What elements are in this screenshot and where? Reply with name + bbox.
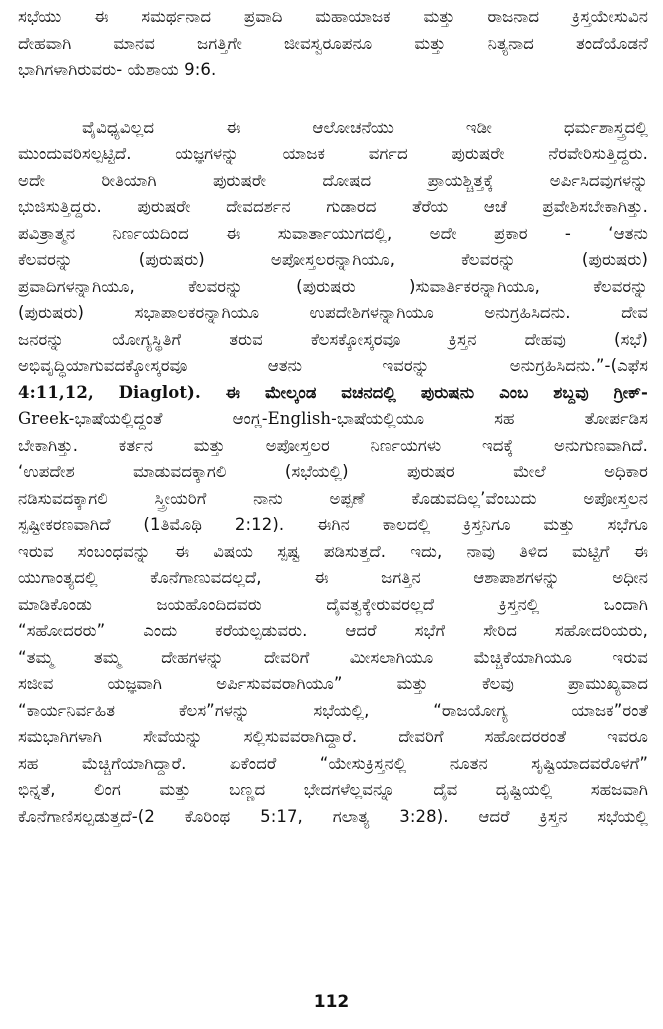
text-line: ಸಜೀವ ಯಜ್ಞವಾಗಿ ಅರ್ಪಿಸುವವರಾಗಿಯೂ” ಮತ್ತು ಕೆಲವು ಪ್ರಾಮುಖ್ಯವಾದ bbox=[18, 674, 648, 693]
text-line: ಅದೇ ರೀತಿಯಾಗಿ ಪುರುಷರೇ ದೋಷದ ಪ್ರಾಯಶ್ಚಿತ್ತಕ್ಕೆ ಅರ್ಪಿಸಿದವುಗಳನ್ನು bbox=[18, 170, 648, 190]
text-line: ಪ್ರವಾದಿಗಳನ್ನಾಗಿಯೂ, ಕೆಲವರನ್ನು (ಪುರುಷರು )ಸುವಾರ್ತಿಕರನ್ನಾಗಿಯೂ, ಕೆಲವರನ್ನು bbox=[18, 276, 648, 296]
text-line: ಭುಜಿಸುತ್ತಿದ್ದರು. ಪುರುಷರೇ ದೇವದರ್ಶನ ಗುಡಾರದ ತೆರೆಯ ಆಚೆ ಪ್ರವೇಶಿಸಬೇಕಾಗಿತ್ತು. bbox=[18, 197, 648, 216]
text-line: ಸ್ಪಷ್ಟೀಕರಣವಾಗಿದೆ (1ತಿಮೊಥಿ 2:12). ಈಗಿನ ಕಾಲದಲ್ಲಿ ಕ್ರಿಸ್ತನಿಗೂ ಮತ್ತು ಸಭೆಗೂ bbox=[18, 515, 648, 534]
text-line: 4:11,12, Diaglot). ಈ ಮೇಲ್ಕಂಡ ವಚನದಲ್ಲಿ ಪುರುಷನು ಎಂಬ ಶಬ್ದವು ಗ್ರೀಕ್- bbox=[18, 382, 648, 402]
document-page bbox=[18, 4, 648, 830]
text-line: ಕೆಲವರನ್ನು (ಪುರುಷರು) ಅಪೋಸ್ತಲರನ್ನಾಗಿಯೂ, ಕೆಲವರನ್ನು (ಪುರುಷರು) bbox=[18, 250, 648, 269]
text-line: “ಕಾರ್ಯನಿರ್ವಹಿತ ಕೆಲಸ”ಗಳನ್ನು ಸಭೆಯಲ್ಲಿ, “ರಾಜಯೋಗ್ಯ ಯಾಜಕ”ರಂತೆ bbox=[18, 700, 648, 720]
text-line: ಇರುವ ಸಂಬಂಧವನ್ನು ಈ ವಿಷಯ ಸ್ಪಷ್ಟ ಪಡಿಸುತ್ತದೆ. ಇದು, ನಾವು ತಿಳಿದ ಮಟ್ಟಿಗೆ ಈ bbox=[18, 541, 648, 561]
text-line: “ಸಹೋದರರು” ಎಂದು ಕರೆಯಲ್ಪಡುವರು. ಆದರೆ ಸಭೆಗೆ ಸೇರಿದ ಸಹೋದರಿಯರು, bbox=[18, 621, 648, 640]
text-line: ‘ಉಪದೇಶ ಮಾಡುವದಕ್ಕಾಗಲಿ (ಸಭೆಯಲ್ಲಿ) ಪುರುಷರ ಮೇಲೆ ಅಧಿಕಾರ bbox=[18, 462, 648, 481]
text-line: ಮಾಡಿಕೊಂಡು ಜಯಹೊಂದಿದವರು ದೈವತ್ವಕ್ಕೇರುವರಲ್ಲದೆ ಕ್ರಿಸ್ತನಲ್ಲಿ ಒಂದಾಗಿ bbox=[18, 594, 648, 614]
text-line: ಪವಿತ್ರಾತ್ಮನ ನಿರ್ಣಯದಿಂದ ಈ ಸುವಾರ್ತಾಯುಗದಲ್ಲಿ, ಅದೇ ಪ್ರಕಾರ - ‘ಆತನು bbox=[18, 223, 648, 243]
text-line: “ತಮ್ಮ ತಮ್ಮ ದೇಹಗಳನ್ನು ದೇವರಿಗೆ ಮೀಸಲಾಗಿಯೂ ಮೆಚ್ಚಿಕೆಯಾಗಿಯೂ ಇರುವ bbox=[18, 647, 648, 667]
text-line: ಮುಂದುವರಿಸಲ್ಪಟ್ಟಿದೆ. ಯಜ್ಞಗಳನ್ನು ಯಾಜಕ ವರ್ಗದ ಪುರುಷರೇ ನೆರವೇರಿಸುತ್ತಿದ್ದರು. bbox=[18, 144, 648, 163]
paragraph-1 bbox=[18, 4, 648, 84]
text-line: ಬೇಕಾಗಿತ್ತು. ಕರ್ತನ ಮತ್ತು ಅಪೋಸ್ತಲರ ನಿರ್ಣಯಗಳು ಇದಕ್ಕೆ ಅನುಗುಣವಾಗಿದೆ. bbox=[18, 435, 648, 455]
text-line: ಸಹ ಮೆಚ್ಚಿಗೆಯಾಗಿದ್ದಾರೆ. ಏಕೆಂದರೆ “ಯೇಸುಕ್ರಿಸ್ತನಲ್ಲಿ ನೂತನ ಸೃಷ್ಟಿಯಾದವರೊಳಗೆ” bbox=[18, 753, 648, 773]
paragraph-gap bbox=[18, 84, 648, 115]
paragraph-2 bbox=[18, 115, 648, 831]
text-line: ಯುಗಾಂತ್ಯದಲ್ಲಿ ಕೊನೆಗಾಣುವದಲ್ಲದೆ, ಈ ಜಗತ್ತಿನ ಆಶಾಪಾಶಗಳನ್ನು ಅಧೀನ bbox=[18, 568, 648, 587]
text-line: ಭಾಗಿಗಳಾಗಿರುವರು- ಯೆಶಾಯ 9:6. bbox=[18, 60, 217, 79]
text-line: ಅಭಿವೃದ್ಧಿಯಾಗುವದಕ್ಕೋಸ್ಕರವೂ ಆತನು ಇವರನ್ನು ಅನುಗ್ರಹಿಸಿದನು.”-(ಎಫೆಸ bbox=[18, 356, 648, 375]
text-line: ಕೊನೆಗಾಣಿಸಲ್ಪಡುತ್ತದೆ-(2 ಕೊರಿಂಥ 5:17, ಗಲಾತ್ಯ 3:28). ಆದರೆ ಕ್ರಿಸ್ತನ ಸಭೆಯಲ್ಲಿ bbox=[18, 806, 648, 826]
text-line: ವೈವಿಧ್ಯವಿಲ್ಲದ ಈ ಆಲೋಚನೆಯು ಇಡೀ ಧರ್ಮಶಾಸ್ತ್ರದಲ್ಲಿ bbox=[82, 117, 648, 137]
text-line: ಸಮಭಾಗಿಗಳಾಗಿ ಸೇವೆಯನ್ನು ಸಲ್ಲಿಸುವವರಾಗಿದ್ದಾರೆ. ದೇವರಿಗೆ ಸಹೋದರರಂತೆ ಇವರೂ bbox=[18, 727, 648, 746]
text-line: Greek-ಭಾಷೆಯಲ್ಲಿದ್ದಂತೆ ಆಂಗ್ಲ-English-ಭಾಷೆಯಲ್ಲಿಯೂ ಸಹ ತೋರ್ಪಡಿಸ bbox=[18, 409, 648, 428]
text-line: ಸಭೆಯು ಈ ಸಮರ್ಥನಾದ ಪ್ರವಾದಿ ಮಹಾಯಾಜಕ ಮತ್ತು ರಾಜನಾದ ಕ್ರಿಸ್ತಯೇಸುವಿನ bbox=[18, 7, 648, 26]
page-number: 112 bbox=[313, 992, 350, 1012]
text-line: ಜನರನ್ನು ಯೋಗ್ಯಸ್ಥಿತಿಗೆ ತರುವ ಕೆಲಸಕ್ಕೋಸ್ಕರವೂ ಕ್ರಿಸ್ತನ ದೇಹವು (ಸಭೆ) bbox=[18, 329, 648, 349]
text-line: ಭಿನ್ನತೆ, ಲಿಂಗ ಮತ್ತು ಬಣ್ಣದ ಭೇದಗಳೆಲ್ಲವನ್ನೂ ದೈವ ದೃಷ್ಟಿಯಲ್ಲಿ ಸಹಜವಾಗಿ bbox=[18, 780, 648, 799]
text-line: (ಪುರುಷರು) ಸಭಾಪಾಲಕರನ್ನಾಗಿಯೂ ಉಪದೇಶಿಗಳನ್ನಾಗಿಯೂ ಅನುಗ್ರಹಿಸಿದನು. ದೇವ bbox=[18, 303, 648, 322]
text-line: ನಡಿಸುವದಕ್ಕಾಗಲಿ ಸ್ತ್ರೀಯರಿಗೆ ನಾನು ಅಪ್ಪಣೆ ಕೊಡುವದಿಲ್ಲ’ವೆಂಬುದು ಅಪೋಸ್ತಲನ bbox=[18, 488, 648, 508]
text-line: ದೇಹವಾಗಿ ಮಾನವ ಜಗತ್ತಿಗೇ ಜೀವಸ್ವರೂಪನೂ ಮತ್ತು ನಿತ್ಯನಾದ ತಂದೆಯೊಡನೆ bbox=[18, 33, 648, 53]
